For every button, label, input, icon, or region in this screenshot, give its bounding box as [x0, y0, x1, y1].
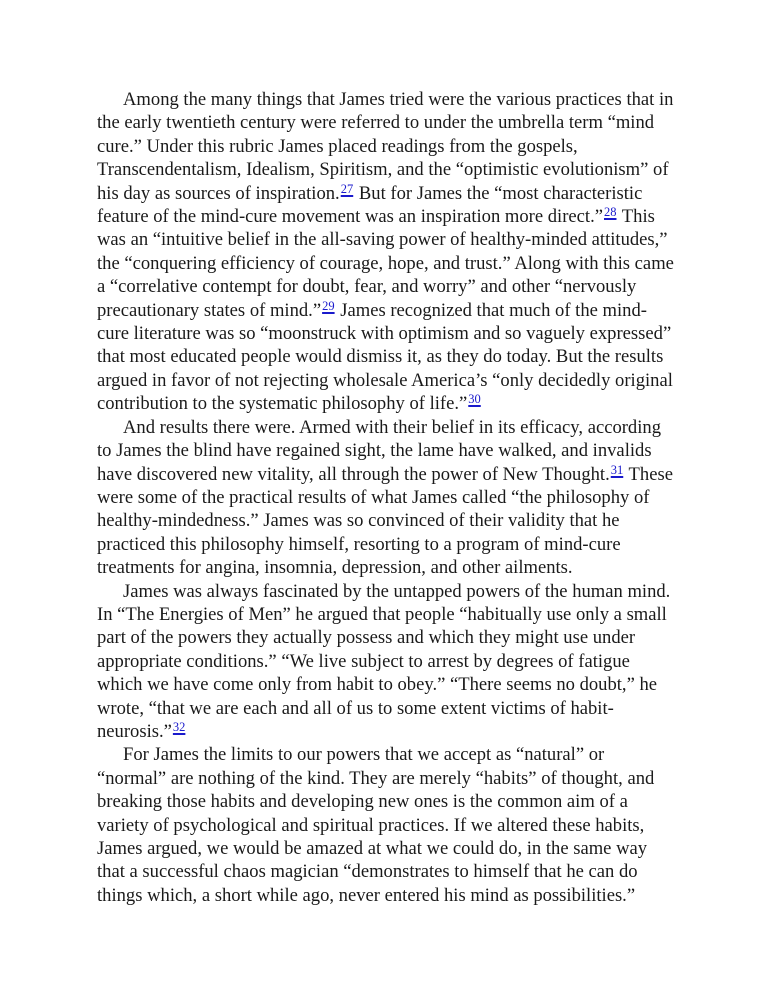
body-text: For James the limits to our powers that we accept as “natural” or “normal” are nothing of the kind. They are merely “habits” of thought, and breaking those habits and developing new ones is the common aim of a variety of psychological and spiritual practices. If we altered these habits, James argued, we would be amazed at what we could do, in the same way that a successful chaos magician “demonstrates to himself that he can do things which, a short while ago, never entered his mind as possibilities.” [97, 744, 655, 906]
body-text: And results there were. Armed with their belief in its efficacy, according to James the blind have regained sight, the lame have walked, and invalids have discovered new vitality, all through the power of New Thought. [97, 416, 661, 485]
footnote-link[interactable]: 32 [172, 719, 186, 734]
body-text: James was always fascinated by the untapped powers of the human mind. In “The Energies of Men” he argued that people “habitually use only a small part of the powers they actually possess and which they might use under appropriate conditions.” “We live subject to arrest by degrees of fatigue which we have come only from habit to obey.” “There seems no doubt,” he wrote, “that we are each and all of us to some extent victims of habit-neurosis.” [97, 580, 671, 742]
footnote-link[interactable]: 30 [468, 392, 481, 407]
paragraph [97, 416, 677, 580]
paragraph [97, 580, 677, 744]
body-text: These were some of the practical results of what James called “the philosophy of healthy-mindedness.” James was so convinced of their validity that he practiced this philosophy himself, resorting to a program of mind-cure treatments for angina, insomnia, depression, and other ailments. [97, 463, 673, 579]
footnote-link[interactable]: 27 [340, 181, 354, 196]
footnote-link[interactable]: 28 [603, 205, 617, 220]
body-text: But for James the “most characteristic feature of the mind-cure movement was an inspiration more direct.” [97, 182, 643, 228]
footnote-link[interactable]: 31 [610, 462, 624, 477]
body-text: This was an “intuitive belief in the all-saving power of healthy-minded attitudes,” the “conquering efficiency of courage, hope, and trust.” Along with this came a “correlative contempt for doubt, fear, and worry” and other “nervously precautionary states of mind.” [97, 206, 674, 321]
page-body [97, 88, 677, 907]
footnote-link[interactable]: 29 [322, 298, 335, 313]
body-text: James recognized that much of the mind-cure literature was so “moonstruck with optimism and so vaguely expressed” that most educated people would dismiss it, as they do today. But the results argued in favor of not rejecting wholesale America’s “only decidedly original contribution to the systematic philosophy of life.” [97, 299, 673, 415]
paragraph [97, 743, 677, 907]
paragraph [97, 88, 677, 416]
body-text: Among the many things that James tried were the various practices that in the early twentieth century were referred to under the umbrella term “mind cure.” Under this rubric James placed readings from the gospels, Transcendentalism, Idealism, Spiritism, and the “optimistic evolutionism” of his day as sources of inspiration. [97, 89, 674, 204]
